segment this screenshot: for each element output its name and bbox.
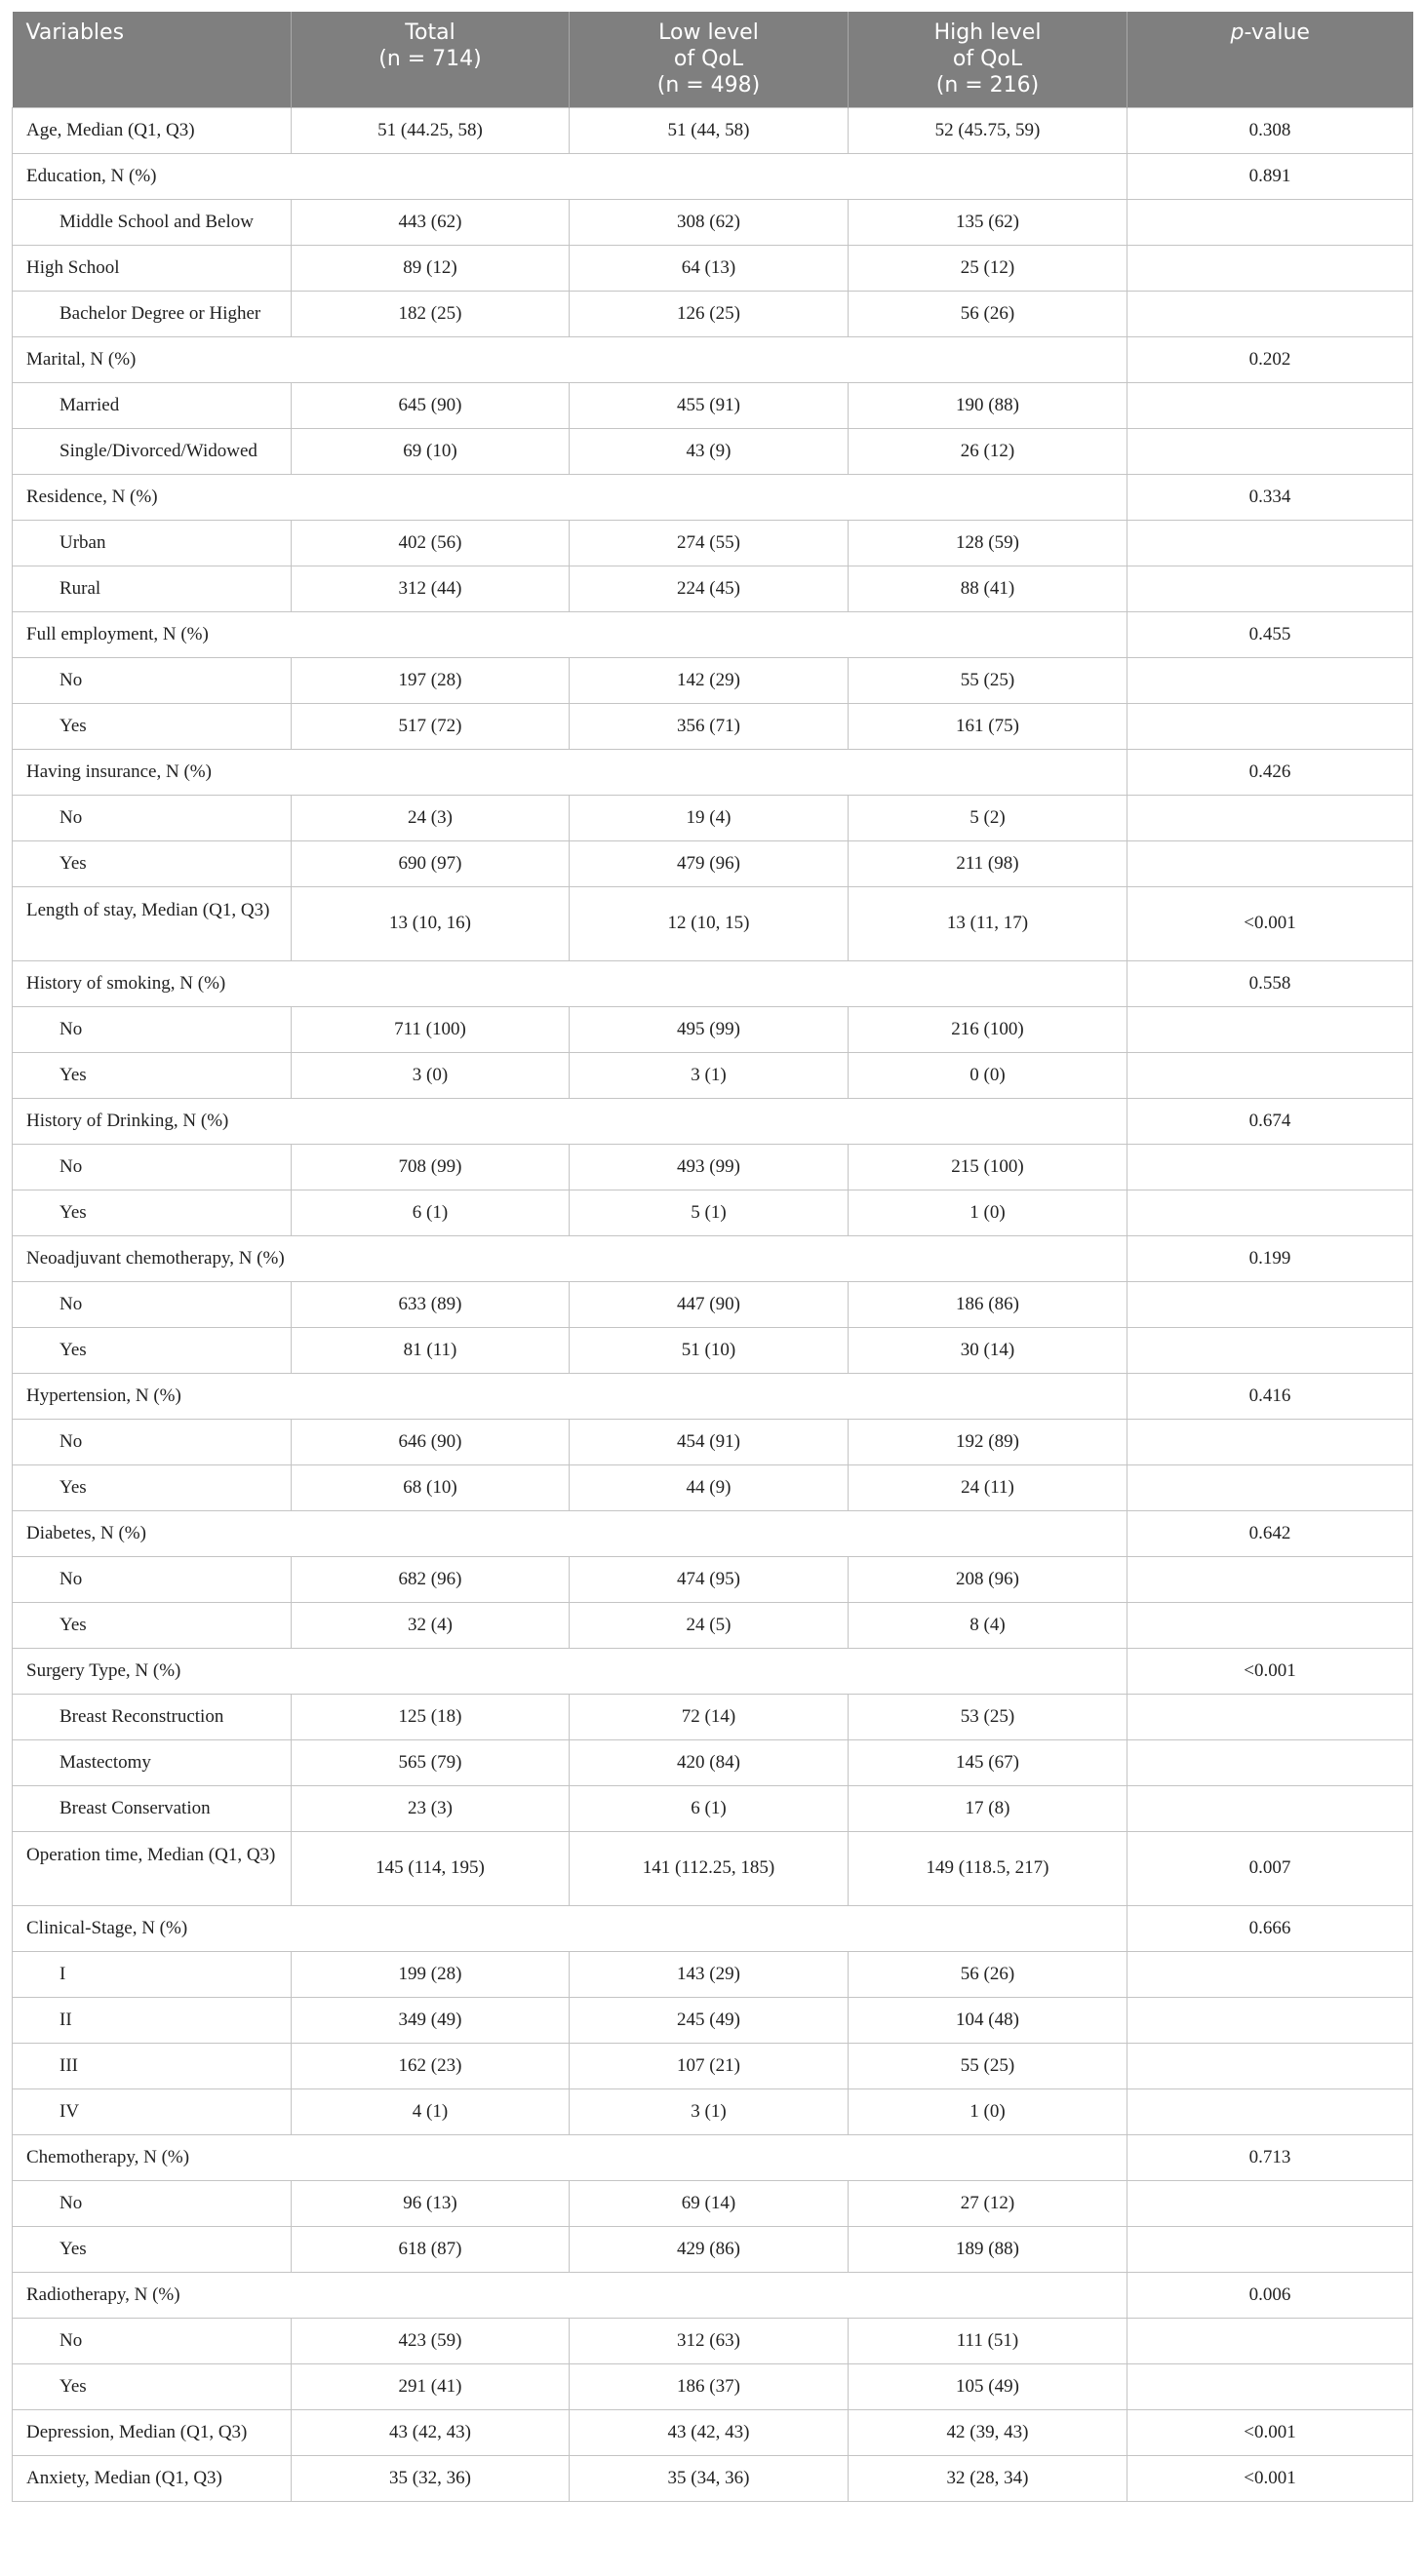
table-section-row [13,1373,1413,1419]
row-label: History of Drinking, N (%) [13,1098,1127,1144]
table-section-row [13,1235,1413,1281]
row-label: No [13,1006,292,1052]
cell-total: 708 (99) [292,1144,570,1190]
cell-high-qol: 0 (0) [849,1052,1127,1098]
cell-low-qol: 454 (91) [570,1419,849,1464]
row-label: Breast Reconstruction [13,1694,292,1739]
table-row [13,382,1413,428]
table-row [13,199,1413,245]
row-label: III [13,2043,292,2088]
cell-high-qol: 216 (100) [849,1006,1127,1052]
cell-p-value [1127,382,1413,428]
row-label: Full employment, N (%) [13,611,1127,657]
cell-high-qol: 56 (26) [849,291,1127,336]
table-section-row [13,1648,1413,1694]
table-row [13,2455,1413,2501]
row-label: No [13,1144,292,1190]
row-label: No [13,1556,292,1602]
cell-total: 3 (0) [292,1052,570,1098]
cell-p-value: 0.007 [1127,1831,1413,1905]
table-section-row [13,2272,1413,2318]
cell-total: 162 (23) [292,2043,570,2088]
cell-high-qol: 1 (0) [849,2088,1127,2134]
table-row [13,245,1413,291]
cell-low-qol: 69 (14) [570,2180,849,2226]
cell-low-qol: 455 (91) [570,382,849,428]
cell-p-value [1127,245,1413,291]
row-label: Having insurance, N (%) [13,749,1127,795]
cell-low-qol: 142 (29) [570,657,849,703]
cell-high-qol: 32 (28, 34) [849,2455,1127,2501]
cell-p-value: 0.416 [1127,1373,1413,1419]
table-row [13,107,1413,153]
row-label: Urban [13,520,292,566]
cell-total: 402 (56) [292,520,570,566]
cell-low-qol: 35 (34, 36) [570,2455,849,2501]
table-row [13,1052,1413,1098]
table-row [13,1694,1413,1739]
cell-p-value [1127,1281,1413,1327]
cell-p-value [1127,2043,1413,2088]
cell-high-qol: 52 (45.75, 59) [849,107,1127,153]
cell-total: 68 (10) [292,1464,570,1510]
cell-total: 6 (1) [292,1190,570,1235]
cell-total: 69 (10) [292,428,570,474]
cell-high-qol: 42 (39, 43) [849,2409,1127,2455]
cell-low-qol: 224 (45) [570,566,849,611]
table-row [13,1556,1413,1602]
table-row [13,2043,1413,2088]
header-low-qol: Low level of QoL (n = 498) [570,12,849,107]
cell-low-qol: 5 (1) [570,1190,849,1235]
table-row [13,1281,1413,1327]
cell-p-value: <0.001 [1127,2409,1413,2455]
row-label: Depression, Median (Q1, Q3) [13,2409,292,2455]
cell-p-value [1127,2180,1413,2226]
row-label: Chemotherapy, N (%) [13,2134,1127,2180]
characteristics-table [12,12,1413,2502]
table-section-row [13,1510,1413,1556]
cell-high-qol: 189 (88) [849,2226,1127,2272]
table-row [13,1327,1413,1373]
cell-high-qol: 5 (2) [849,795,1127,840]
cell-low-qol: 12 (10, 15) [570,886,849,960]
cell-high-qol: 55 (25) [849,2043,1127,2088]
cell-low-qol: 44 (9) [570,1464,849,1510]
cell-low-qol: 43 (42, 43) [570,2409,849,2455]
row-label: Surgery Type, N (%) [13,1648,1127,1694]
cell-high-qol: 25 (12) [849,245,1127,291]
cell-high-qol: 211 (98) [849,840,1127,886]
cell-low-qol: 495 (99) [570,1006,849,1052]
cell-p-value [1127,1052,1413,1098]
cell-p-value [1127,1327,1413,1373]
cell-low-qol: 245 (49) [570,1997,849,2043]
cell-high-qol: 208 (96) [849,1556,1127,1602]
cell-p-value [1127,520,1413,566]
cell-low-qol: 6 (1) [570,1785,849,1831]
cell-p-value [1127,1464,1413,1510]
row-label: Yes [13,1464,292,1510]
header-total: Total (n = 714) [292,12,570,107]
cell-p-value: 0.713 [1127,2134,1413,2180]
cell-low-qol: 479 (96) [570,840,849,886]
table-row [13,1419,1413,1464]
row-label: Clinical-Stage, N (%) [13,1905,1127,1951]
table-row [13,520,1413,566]
table-section-row [13,2134,1413,2180]
table-row [13,1464,1413,1510]
table-row [13,2180,1413,2226]
row-label: Middle School and Below [13,199,292,245]
table-row [13,566,1413,611]
header-variables: Variables [13,12,292,107]
cell-high-qol: 105 (49) [849,2363,1127,2409]
cell-high-qol: 8 (4) [849,1602,1127,1648]
cell-p-value [1127,566,1413,611]
cell-p-value: 0.426 [1127,749,1413,795]
table-section-row [13,1905,1413,1951]
cell-total: 443 (62) [292,199,570,245]
cell-low-qol: 274 (55) [570,520,849,566]
cell-total: 13 (10, 16) [292,886,570,960]
cell-total: 291 (41) [292,2363,570,2409]
cell-high-qol: 53 (25) [849,1694,1127,1739]
header-p-value [1127,12,1413,107]
row-label: Bachelor Degree or Higher [13,291,292,336]
table-row [13,886,1413,960]
cell-low-qol: 474 (95) [570,1556,849,1602]
cell-total: 145 (114, 195) [292,1831,570,1905]
cell-total: 690 (97) [292,840,570,886]
table-row [13,840,1413,886]
cell-high-qol: 26 (12) [849,428,1127,474]
cell-low-qol: 51 (44, 58) [570,107,849,153]
cell-high-qol: 128 (59) [849,520,1127,566]
row-label: Yes [13,1602,292,1648]
cell-high-qol: 88 (41) [849,566,1127,611]
table-row [13,291,1413,336]
cell-p-value [1127,1190,1413,1235]
row-label: Length of stay, Median (Q1, Q3) [13,886,292,960]
table-row [13,1602,1413,1648]
row-label: Diabetes, N (%) [13,1510,1127,1556]
cell-p-value: 0.202 [1127,336,1413,382]
row-label: Yes [13,840,292,886]
cell-p-value [1127,1556,1413,1602]
row-label: IV [13,2088,292,2134]
row-label: Yes [13,2226,292,2272]
cell-low-qol: 107 (21) [570,2043,849,2088]
cell-total: 81 (11) [292,1327,570,1373]
table-row [13,1785,1413,1831]
cell-high-qol: 192 (89) [849,1419,1127,1464]
row-label: Yes [13,2363,292,2409]
row-label: Yes [13,1190,292,1235]
row-label: I [13,1951,292,1997]
row-label: No [13,1419,292,1464]
cell-p-value: 0.674 [1127,1098,1413,1144]
row-label: Anxiety, Median (Q1, Q3) [13,2455,292,2501]
row-label: Yes [13,1327,292,1373]
row-label: No [13,1281,292,1327]
cell-high-qol: 215 (100) [849,1144,1127,1190]
cell-p-value [1127,1951,1413,1997]
row-label: Rural [13,566,292,611]
row-label: Mastectomy [13,1739,292,1785]
row-label: Yes [13,1052,292,1098]
cell-high-qol: 186 (86) [849,1281,1127,1327]
row-label: II [13,1997,292,2043]
row-label: High School [13,245,292,291]
cell-total: 43 (42, 43) [292,2409,570,2455]
row-label: Single/Divorced/Widowed [13,428,292,474]
table-row [13,2226,1413,2272]
table-row [13,2409,1413,2455]
table-row [13,2088,1413,2134]
table-row [13,1006,1413,1052]
cell-high-qol: 17 (8) [849,1785,1127,1831]
cell-p-value [1127,1739,1413,1785]
cell-total: 646 (90) [292,1419,570,1464]
cell-low-qol: 43 (9) [570,428,849,474]
cell-p-value [1127,428,1413,474]
cell-high-qol: 149 (118.5, 217) [849,1831,1127,1905]
cell-total: 51 (44.25, 58) [292,107,570,153]
cell-low-qol: 19 (4) [570,795,849,840]
cell-p-value [1127,199,1413,245]
cell-high-qol: 1 (0) [849,1190,1127,1235]
cell-high-qol: 56 (26) [849,1951,1127,1997]
cell-total: 349 (49) [292,1997,570,2043]
cell-p-value: 0.455 [1127,611,1413,657]
cell-low-qol: 3 (1) [570,2088,849,2134]
cell-p-value: 0.891 [1127,153,1413,199]
cell-p-value: 0.199 [1127,1235,1413,1281]
cell-p-value [1127,840,1413,886]
cell-high-qol: 145 (67) [849,1739,1127,1785]
table-row [13,703,1413,749]
row-label: Married [13,382,292,428]
cell-total: 182 (25) [292,291,570,336]
row-label: Neoadjuvant chemotherapy, N (%) [13,1235,1127,1281]
cell-high-qol: 190 (88) [849,382,1127,428]
row-label: Residence, N (%) [13,474,1127,520]
table-section-row [13,336,1413,382]
table-row [13,795,1413,840]
cell-total: 23 (3) [292,1785,570,1831]
cell-total: 4 (1) [292,2088,570,2134]
cell-p-value: 0.308 [1127,107,1413,153]
cell-p-value [1127,795,1413,840]
cell-total: 711 (100) [292,1006,570,1052]
cell-p-value: <0.001 [1127,1648,1413,1694]
cell-total: 35 (32, 36) [292,2455,570,2501]
cell-high-qol: 55 (25) [849,657,1127,703]
table-row [13,1144,1413,1190]
cell-p-value: 0.006 [1127,2272,1413,2318]
row-label: Age, Median (Q1, Q3) [13,107,292,153]
table-row [13,1190,1413,1235]
cell-high-qol: 104 (48) [849,1997,1127,2043]
cell-low-qol: 447 (90) [570,1281,849,1327]
row-label: No [13,2180,292,2226]
cell-total: 618 (87) [292,2226,570,2272]
cell-p-value: 0.642 [1127,1510,1413,1556]
cell-p-value [1127,703,1413,749]
cell-total: 32 (4) [292,1602,570,1648]
cell-low-qol: 186 (37) [570,2363,849,2409]
cell-total: 197 (28) [292,657,570,703]
cell-total: 125 (18) [292,1694,570,1739]
cell-p-value [1127,291,1413,336]
cell-p-value: 0.558 [1127,960,1413,1006]
cell-low-qol: 126 (25) [570,291,849,336]
cell-low-qol: 64 (13) [570,245,849,291]
cell-p-value: 0.334 [1127,474,1413,520]
cell-p-value [1127,2318,1413,2363]
cell-low-qol: 143 (29) [570,1951,849,1997]
cell-high-qol: 30 (14) [849,1327,1127,1373]
table-section-row [13,960,1413,1006]
cell-low-qol: 3 (1) [570,1052,849,1098]
cell-p-value [1127,2363,1413,2409]
table-section-row [13,1098,1413,1144]
row-label: No [13,795,292,840]
cell-total: 24 (3) [292,795,570,840]
cell-total: 645 (90) [292,382,570,428]
cell-total: 199 (28) [292,1951,570,1997]
cell-low-qol: 24 (5) [570,1602,849,1648]
row-label: Education, N (%) [13,153,1127,199]
row-label: Radiotherapy, N (%) [13,2272,1127,2318]
cell-total: 517 (72) [292,703,570,749]
table-section-row [13,153,1413,199]
header-high-qol: High level of QoL (n = 216) [849,12,1127,107]
row-label: Operation time, Median (Q1, Q3) [13,1831,292,1905]
table-section-row [13,749,1413,795]
cell-p-value [1127,1997,1413,2043]
cell-low-qol: 429 (86) [570,2226,849,2272]
row-label: No [13,2318,292,2363]
table-row [13,1951,1413,1997]
cell-low-qol: 493 (99) [570,1144,849,1190]
table-section-row [13,474,1413,520]
table-section-row [13,611,1413,657]
table-row [13,2363,1413,2409]
cell-high-qol: 135 (62) [849,199,1127,245]
cell-total: 565 (79) [292,1739,570,1785]
cell-p-value [1127,1694,1413,1739]
cell-low-qol: 308 (62) [570,199,849,245]
cell-low-qol: 51 (10) [570,1327,849,1373]
cell-p-value: <0.001 [1127,886,1413,960]
cell-low-qol: 141 (112.25, 185) [570,1831,849,1905]
table-body [13,107,1413,2501]
header-p-value-label: p-value [1230,20,1310,45]
cell-p-value [1127,1419,1413,1464]
table-header-row [13,12,1413,107]
cell-p-value [1127,2226,1413,2272]
row-label: Yes [13,703,292,749]
table-row [13,657,1413,703]
cell-p-value [1127,1785,1413,1831]
cell-total: 682 (96) [292,1556,570,1602]
cell-high-qol: 24 (11) [849,1464,1127,1510]
cell-total: 633 (89) [292,1281,570,1327]
cell-low-qol: 356 (71) [570,703,849,749]
cell-p-value [1127,657,1413,703]
cell-p-value: 0.666 [1127,1905,1413,1951]
cell-high-qol: 27 (12) [849,2180,1127,2226]
row-label: History of smoking, N (%) [13,960,1127,1006]
cell-total: 96 (13) [292,2180,570,2226]
row-label: Hypertension, N (%) [13,1373,1127,1419]
cell-p-value [1127,1006,1413,1052]
cell-total: 312 (44) [292,566,570,611]
cell-high-qol: 161 (75) [849,703,1127,749]
row-label: Breast Conservation [13,1785,292,1831]
cell-low-qol: 312 (63) [570,2318,849,2363]
cell-p-value [1127,2088,1413,2134]
cell-high-qol: 111 (51) [849,2318,1127,2363]
table-row [13,428,1413,474]
table-row [13,2318,1413,2363]
table-row [13,1997,1413,2043]
cell-total: 89 (12) [292,245,570,291]
cell-p-value [1127,1602,1413,1648]
cell-total: 423 (59) [292,2318,570,2363]
row-label: No [13,657,292,703]
cell-low-qol: 420 (84) [570,1739,849,1785]
table-row [13,1739,1413,1785]
cell-high-qol: 13 (11, 17) [849,886,1127,960]
row-label: Marital, N (%) [13,336,1127,382]
cell-p-value [1127,1144,1413,1190]
table-row [13,1831,1413,1905]
cell-p-value: <0.001 [1127,2455,1413,2501]
cell-low-qol: 72 (14) [570,1694,849,1739]
